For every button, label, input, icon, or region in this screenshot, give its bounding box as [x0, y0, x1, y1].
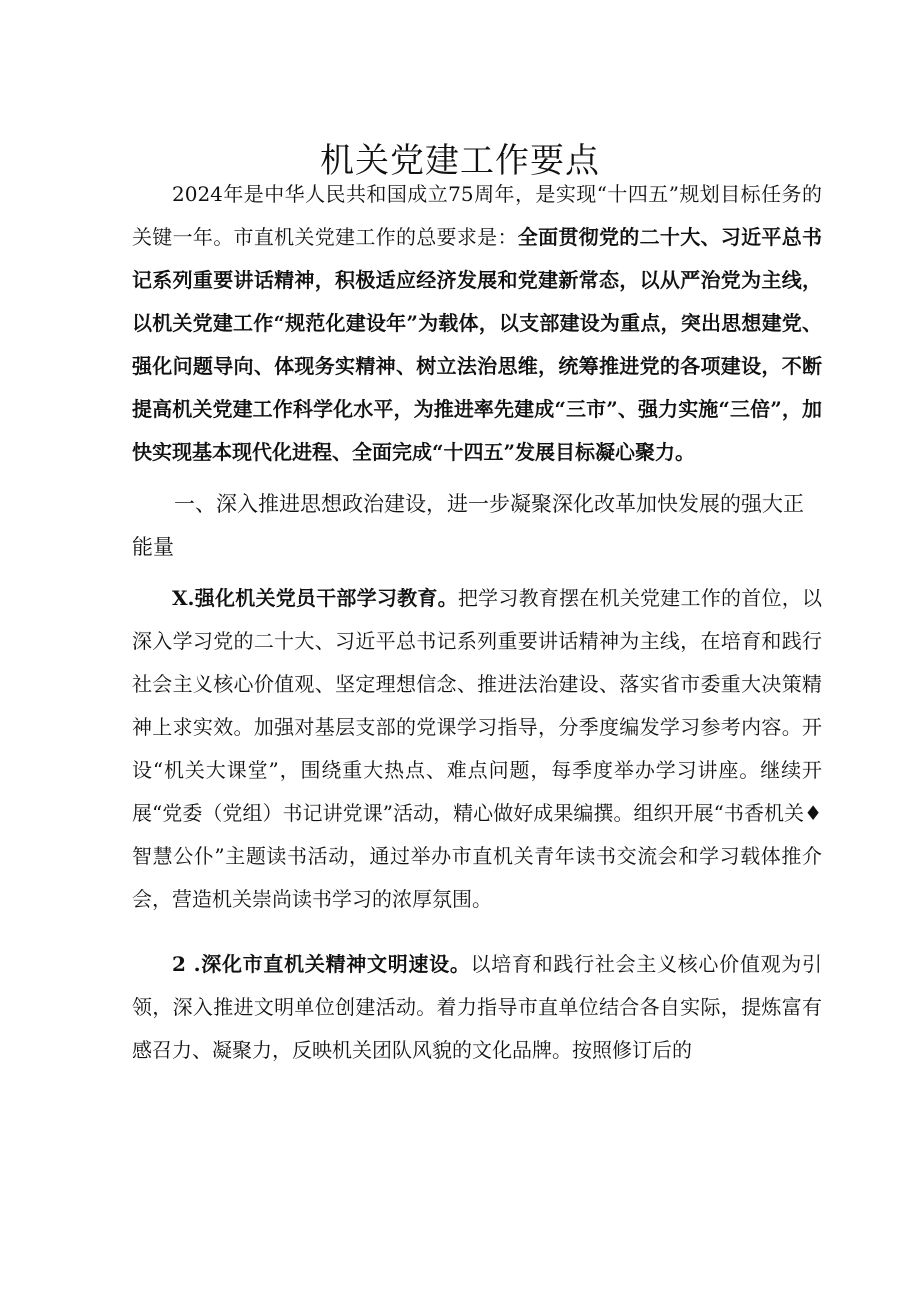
item-1-lead: X.强化机关党员干部学习教育。	[172, 586, 458, 610]
document-title: 机关党建工作要点	[320, 141, 600, 181]
document-body	[132, 173, 822, 1072]
intro-emphasis: 全面贯彻党的二十大、习近平总书记系列重要讲话精神，积极适应经济发展和党建新常态，以从严治党为主线，以机关党建工作“规范化建设年”为载体，以支部建设为重点，突出思想建党、强化问题导向、体现务实精神、树立法治思维，统筹推进党的各项建设，不断提高机关党建工作科学化水平，为推进率先建成“三市”、强力实施“三倍”，加快实现基本现代化进程、全面完成“十四五”发展目标凝心聚力。	[132, 225, 823, 464]
intro-text: 2024年是中华人民共和国成立75周年，是实现“十四五”规划目标任务的关键一年。市直机关党建工作的总要求是：	[132, 182, 822, 249]
section-1-heading: 一、深入推进思想政治建设，进一步凝聚深化改革加快发展的强大正能量	[132, 492, 804, 559]
item-2-lead: 2 .深化市直机关精神文明速设。	[172, 952, 471, 976]
item-1-paragraph	[132, 577, 822, 921]
item-2-text: 以培育和践行社会主义核心价值观为引领，深入推进文明单位创建活动。着力指导市直单位结合各自实际，提炼富有感召力、凝聚力，反映机关团队风貌的文化品牌。按照修订后的	[132, 952, 822, 1062]
intro-paragraph	[132, 173, 822, 474]
item-1-text: 把学习教育摆在机关党建工作的首位，以深入学习党的二十大、习近平总书记系列重要讲话精神为主线，在培育和践行社会主义核心价值观、坚定理想信念、推进法治建设、落实省市委重大决策精神上求实效。加强对基层支部的党课学习指导，分季度编发学习参考内容。开设“机关大课堂”，围绕重大热点、难点问题，每季度举办学习讲座。继续开展“党委（党组）书记讲党课”活动，精心做好成果编撰。组织开展“书香机关♦智慧公仆”主题读书活动，通过举办市直机关青年读书交流会和学习载体推介会，营造机关崇尚读书学习的浓厚氛围。	[132, 586, 822, 911]
item-2-paragraph	[132, 943, 822, 1072]
